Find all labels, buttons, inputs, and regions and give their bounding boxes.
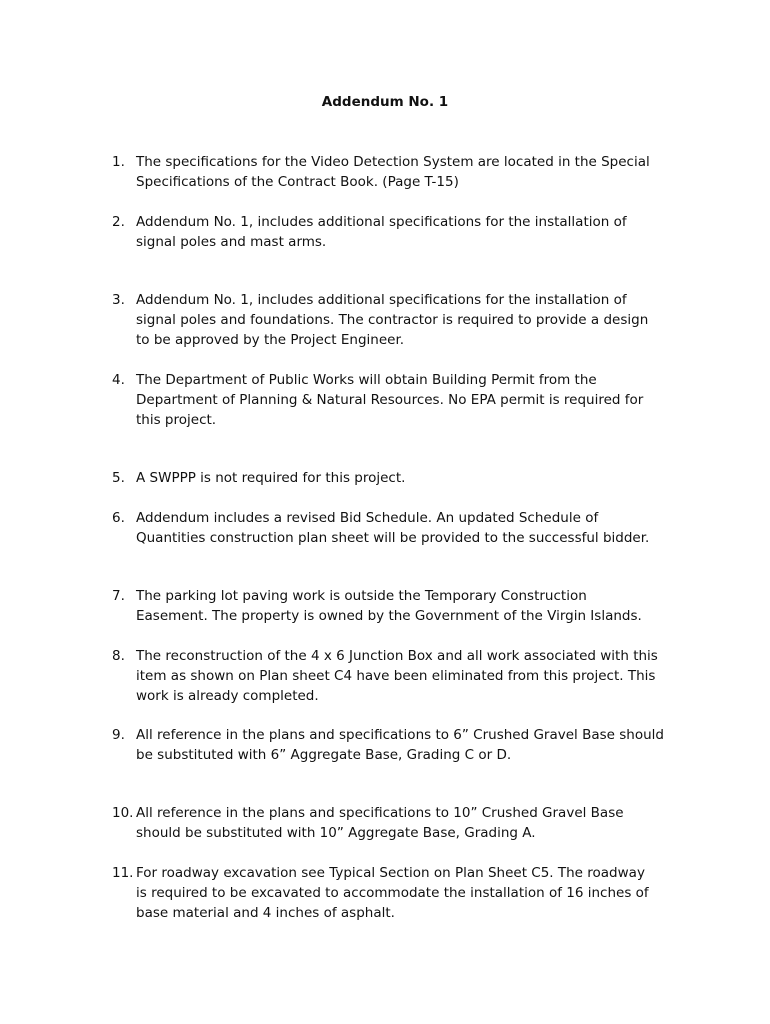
item-text-line: A SWPPP is not required for this project. <box>136 470 406 486</box>
item-text-line: Easement. The property is owned by the Government of the Virgin Islands. <box>136 608 642 624</box>
item-text-line: Addendum No. 1, includes additional specifications for the installation of <box>136 214 627 230</box>
item-text-line: Addendum includes a revised Bid Schedule. An updated Schedule of <box>136 510 599 526</box>
item-text-line: Specifications of the Contract Book. (Page T-15) <box>136 174 459 190</box>
item-text-line: signal poles and mast arms. <box>136 234 327 250</box>
list-item <box>112 646 692 706</box>
item-text-line: Addendum No. 1, includes additional specifications for the installation of <box>136 292 627 308</box>
item-number: 2. <box>112 214 125 230</box>
item-text-line: should be substituted with 10” Aggregate Base, Grading A. <box>136 825 536 841</box>
item-text-line: Quantities construction plan sheet will be provided to the successful bidder. <box>136 530 650 546</box>
list-item <box>112 803 692 843</box>
item-text-line: The parking lot paving work is outside the Temporary Construction <box>136 588 587 604</box>
list-item <box>112 863 692 923</box>
item-number: 3. <box>112 292 125 308</box>
item-text-line: this project. <box>136 412 217 428</box>
item-text-line: Department of Planning & Natural Resources. No EPA permit is required for <box>136 392 644 408</box>
list-item <box>112 586 692 626</box>
item-text-line: to be approved by the Project Engineer. <box>136 332 405 348</box>
item-text-line: All reference in the plans and specifications to 10” Crushed Gravel Base <box>136 805 624 821</box>
item-text-line: The Department of Public Works will obtain Building Permit from the <box>136 372 597 388</box>
list-item <box>112 152 692 192</box>
list-item <box>112 725 692 765</box>
item-text-line: work is already completed. <box>136 688 319 704</box>
list-item <box>112 370 692 430</box>
item-text-line: For roadway excavation see Typical Section on Plan Sheet C5. The roadway <box>136 865 645 881</box>
item-number: 5. <box>112 470 125 486</box>
item-text-line: be substituted with 6” Aggregate Base, Grading C or D. <box>136 747 512 763</box>
item-text-line: The specifications for the Video Detection System are located in the Special <box>136 154 650 170</box>
item-text-line: base material and 4 inches of asphalt. <box>136 905 395 921</box>
item-number: 8. <box>112 648 125 664</box>
item-number: 11. <box>112 865 134 881</box>
item-text-line: is required to be excavated to accommodate the installation of 16 inches of <box>136 885 649 901</box>
item-number: 10. <box>112 805 134 821</box>
item-text-line: The reconstruction of the 4 x 6 Junction Box and all work associated with this <box>136 648 658 664</box>
list-item <box>112 508 692 548</box>
document-title: Addendum No. 1 <box>321 94 449 110</box>
list-item <box>112 290 692 350</box>
item-number: 7. <box>112 588 125 604</box>
item-text-line: All reference in the plans and specifications to 6” Crushed Gravel Base should <box>136 727 664 743</box>
item-text-line: item as shown on Plan sheet C4 have been eliminated from this project. This <box>136 668 656 684</box>
item-number: 6. <box>112 510 125 526</box>
list-item <box>112 468 692 488</box>
list-item <box>112 212 692 252</box>
item-number: 1. <box>112 154 125 170</box>
item-text-line: signal poles and foundations. The contractor is required to provide a design <box>136 312 649 328</box>
item-number: 9. <box>112 727 125 743</box>
item-number: 4. <box>112 372 125 388</box>
